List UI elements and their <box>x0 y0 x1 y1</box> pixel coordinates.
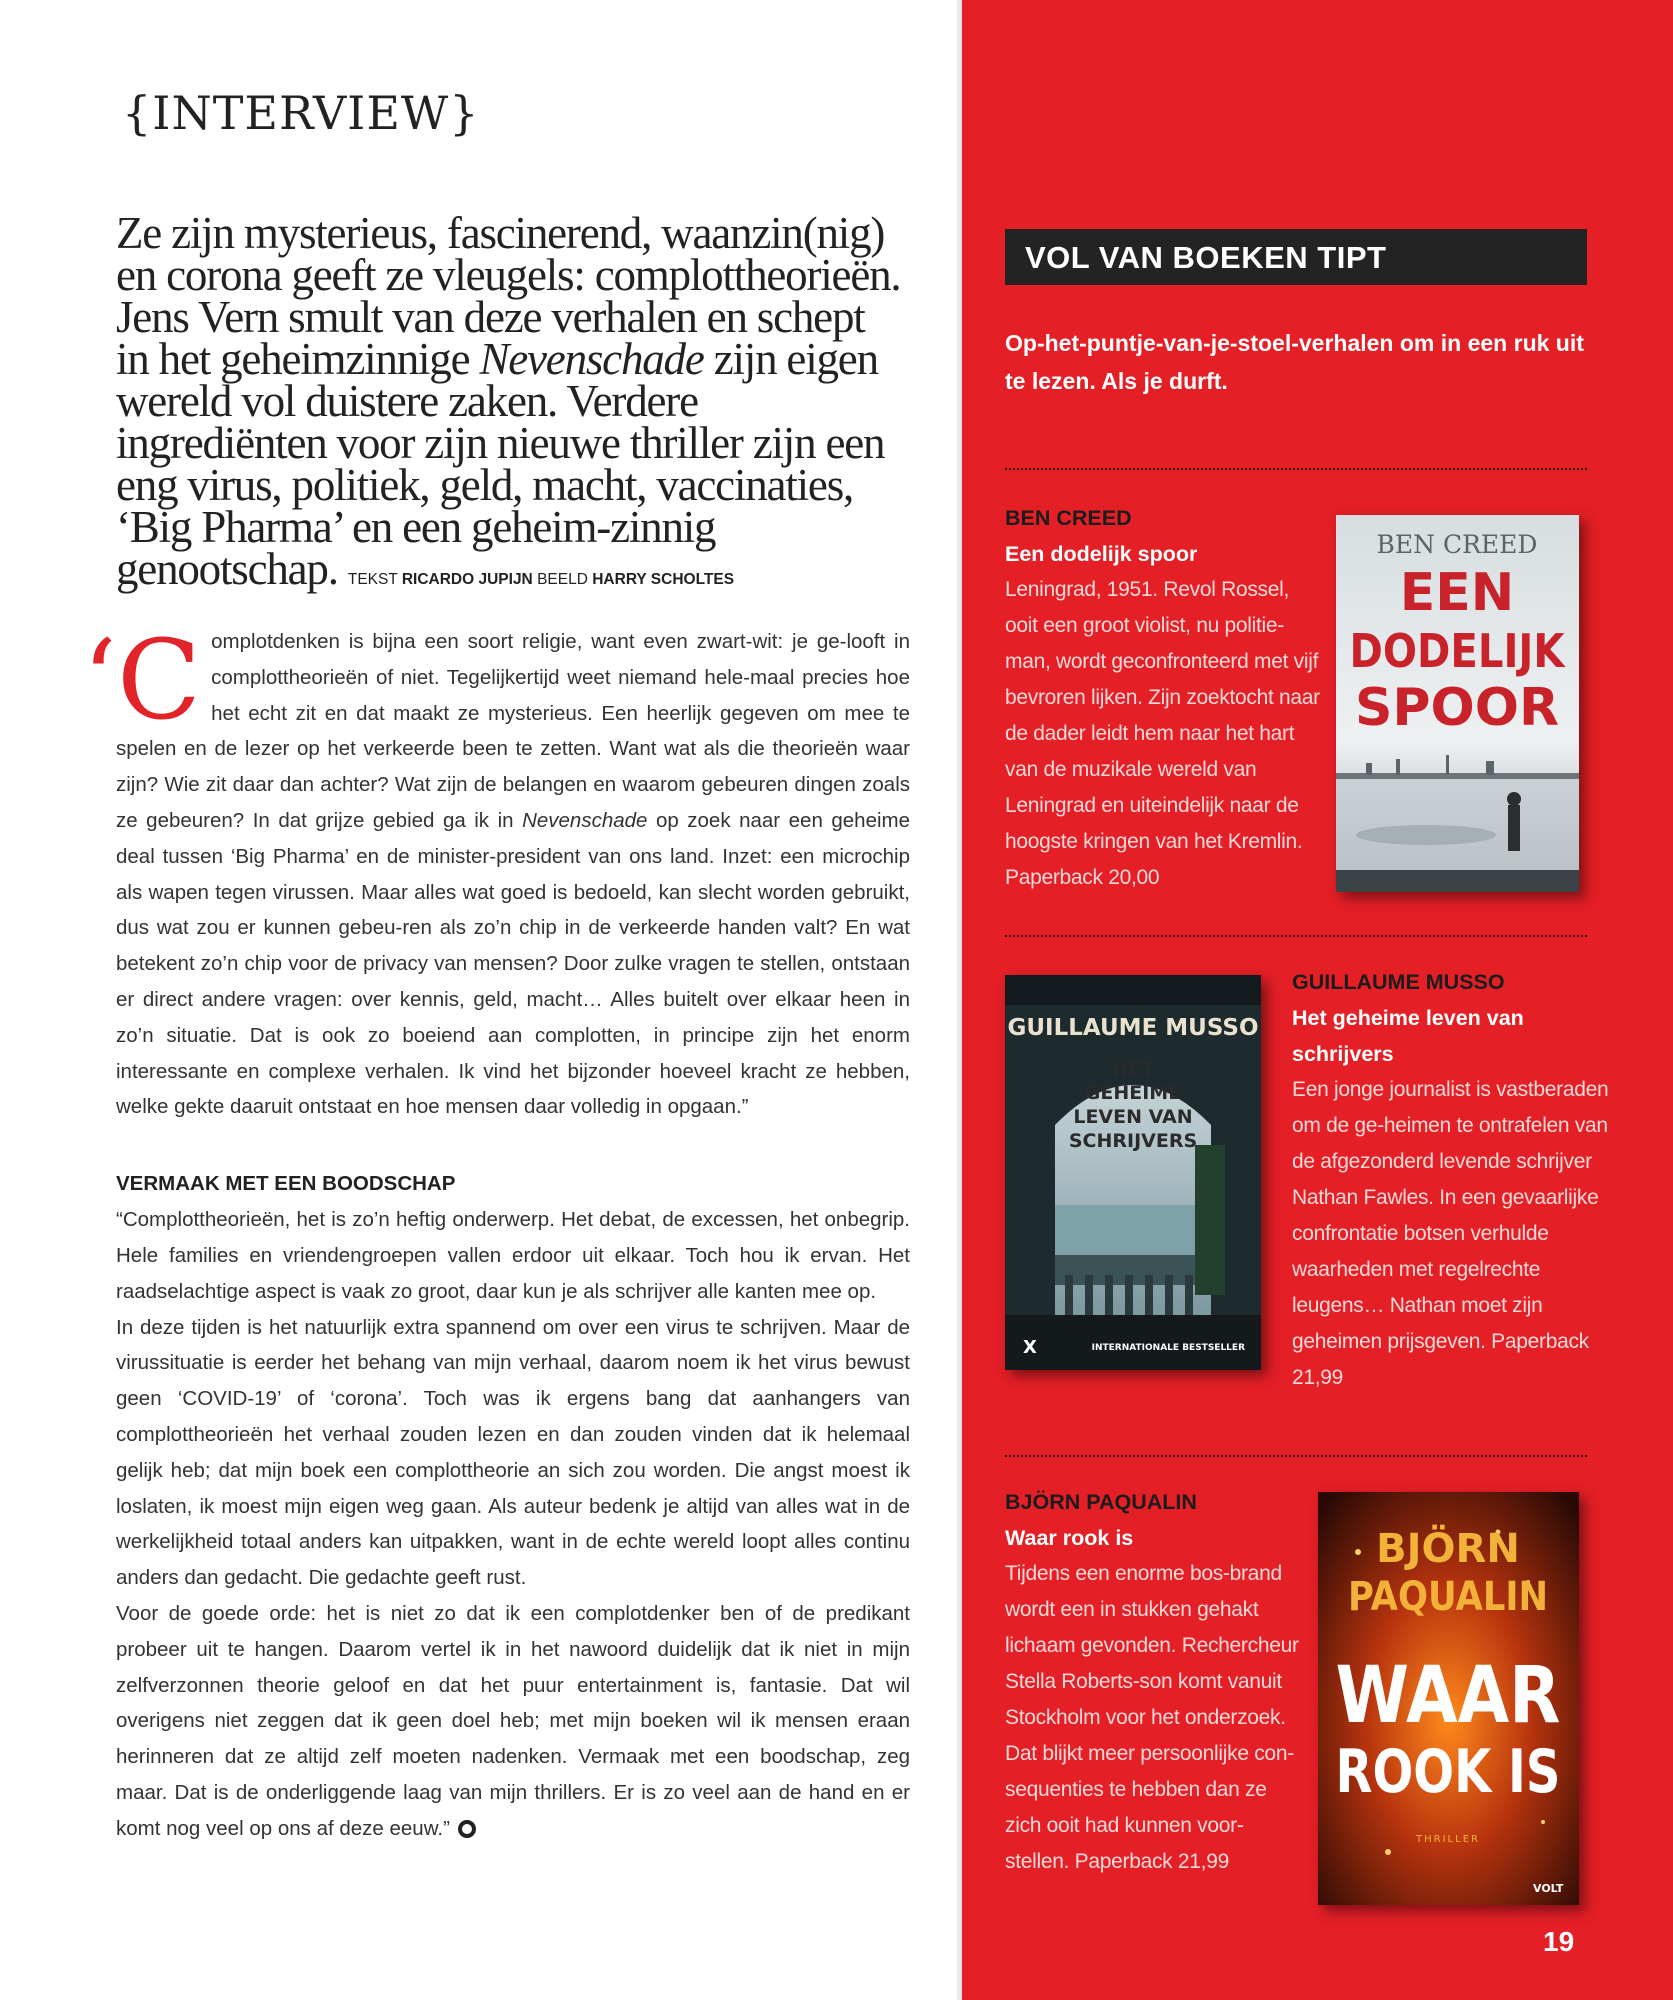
cover-art-bjorn-paqualin <box>1318 1492 1579 1905</box>
cover-art-guillaume-musso <box>1005 975 1261 1370</box>
paragraph-4 <box>116 1596 910 1847</box>
paragraph-1 <box>82 616 911 1125</box>
cover-author-2: PAQUALIN <box>1348 1574 1548 1620</box>
book-author: BEN CREED <box>1005 506 1132 530</box>
book-title: Een dodelijk spoor <box>1005 542 1198 566</box>
publisher-logo: X <box>1023 1337 1037 1358</box>
intro-text-1: Ze zijn mysterieus, fascinerend, waanzin(nig) en corona geeft ze vleugels: complottheorieën. Jens Vern smult van deze verhalen en schept in het geheimzinnige <box>116 208 901 384</box>
book-author: BJÖRN PAQUALIN <box>1005 1490 1197 1514</box>
p1-start: omplotdenken is bijna een soort religie, want even zwart-wit: je ge-looft in complottheorieën of niet. Tegelijkertijd weet niemand hele-maal precies hoe het echt zit en dat maakt ze mysterieus. Een heerlijk gegeven om mee te spelen en de lezer op het verkeerde been te zetten. Want wat als die theorieën waar zijn? Wie zit daar dan achter? Wat zijn de belangen en waarom gebeuren dingen zoals ze gebeuren? In dat grijze gebied ga ik in <box>116 630 910 832</box>
book-author: GUILLAUME MUSSO <box>1292 970 1505 994</box>
cover-title-1: EEN <box>1399 563 1515 623</box>
cover-title-2: DODELIJK <box>1349 624 1567 678</box>
sidebar-header: VOL VAN BOEKEN TIPT <box>1005 229 1587 285</box>
cover-author: BEN CREED <box>1376 530 1538 559</box>
cover-title-3: SPOOR <box>1354 678 1560 738</box>
cover-footer: THRILLER <box>1416 1834 1480 1845</box>
drop-cap: ‘C <box>82 616 202 744</box>
book-description: Leningrad, 1951. Revol Rossel, ooit een groot violist, nu politie-man, wordt geconfronteerd met vijf bevroren lijken. Zijn zoektocht naar de dader leidt hem naar het hart van de muzikale wereld van Leningrad en uiteindelijk naar de hoogste kringen van het Kremlin. Paperback 20,00 <box>1005 578 1320 889</box>
book-cover-1 <box>1336 515 1579 892</box>
intro-text-2: zijn eigen wereld vol duistere zaken. Verdere ingrediënten voor zijn nieuwe thriller zijn een eng virus, politiek, geld, macht, vaccinaties, ‘Big Pharma’ en een geheim-zinnig genootschap. <box>116 334 885 594</box>
book-description: Een jonge journalist is vastberaden om de ge-heimen te ontrafelen van de afgezonderd levende schrijver Nathan Fawles. In een gevaarlijke confrontatie botsen verhulde waarheden met regelrechte leugens… Nathan moet zijn geheimen prijsgeven. Paperback 21,99 <box>1292 1078 1609 1389</box>
cover-title-3: LEVEN VAN <box>1073 1106 1193 1128</box>
p1-book-title: Nevenschade <box>522 808 648 832</box>
p4-text: Voor de goede orde: het is niet zo dat ik een complotdenker ben of de predikant probeer uit te hangen. Daarom vertel ik in het nawoord duidelijk dat ik niet in mijn zelfverzonnen theorie geloof en dat het puur entertainment is, fantasie. Dat wil overigens niet zeggen dat ik geen doel heb; met mijn boeken wil ik mensen eraan herinneren dat ze altijd zelf moeten nadenken. Vermaak met een boodschap, zeg maar. Dat is de onderliggende laag van mijn thrillers. Er is zo veel aan de hand en er komt nog veel op ons af deze eeuw.” <box>116 1601 910 1840</box>
publisher-logo: VOLT <box>1533 1882 1564 1895</box>
book-cover-2 <box>1005 975 1261 1370</box>
cover-author-1: BJÖRN <box>1376 1526 1520 1572</box>
page-number: 19 <box>1543 1926 1575 1957</box>
credit-image-name: HARRY SCHOLTES <box>592 571 735 588</box>
book-title: Het geheime leven van schrijvers <box>1292 1006 1524 1066</box>
byline <box>348 571 734 588</box>
intro-book-title: Nevenschade <box>479 334 704 384</box>
book-item-3 <box>1005 1484 1305 1880</box>
sidebar-intro: Op-het-puntje-van-je-stoel-verhalen om in een ruk uit te lezen. Als je durft. <box>1005 330 1584 394</box>
book-description: Tijdens een enorme bos-brand wordt een in stukken gehakt lichaam gevonden. Rechercheur Stella Roberts-son komt vanuit Stockholm voor het onderzoek. Dat blijkt meer persoonlijke con-sequenties te hebben dan ze zich ooit had kunnen voor-stellen. Paperback 21,99 <box>1005 1562 1299 1873</box>
article-intro <box>116 208 906 601</box>
tips-sidebar <box>962 0 1673 2000</box>
article-body <box>82 616 911 1847</box>
paragraph-2: “Complottheorieën, het is zo’n heftig onderwerp. Het debat, de excessen, het onbegrip. Hele families en vriendengroepen vallen erdoor uit elkaar. Toch hou ik ervan. Het raadselachtige aspect is vaak zo groot, daar kun je als schrijver alle kanten mee op. <box>116 1208 910 1303</box>
end-mark-icon <box>458 1820 476 1838</box>
credit-text-name: RICARDO JUPIJN <box>401 571 533 588</box>
cover-title-4: SCHRIJVERS <box>1068 1130 1198 1152</box>
book-item-2 <box>1292 964 1612 1396</box>
divider <box>1005 468 1587 470</box>
cover-title-2: ROOK IS <box>1335 1737 1561 1807</box>
cover-title-1: WAAR <box>1335 1651 1561 1741</box>
book-cover-3 <box>1318 1492 1579 1905</box>
cover-art-ben-creed <box>1336 515 1579 892</box>
subheading: VERMAAK MET EEN BOODSCHAP <box>116 1172 456 1196</box>
credit-text-label: TEKST <box>347 571 398 588</box>
credit-image-label: BEELD <box>537 571 588 588</box>
cover-author: GUILLAUME MUSSO <box>1007 1015 1259 1041</box>
cover-title-2: GEHEIME <box>1084 1082 1182 1104</box>
cover-title-1: HET <box>1112 1058 1154 1080</box>
p1-end: op zoek naar een geheime deal tussen ‘Big Pharma’ en de minister-president van ons land. Inzet: een microchip als wapen tegen virussen. Maar alles wat goed is bedoeld, kan slecht worden gebruikt, dus wat zou er kunnen gebeu-ren als zo’n chip in de verkeerde handen valt? En wat betekent zo’n chip voor de privacy van mensen? Door zulke vragen te stellen, ontstaan er direct andere vragen: over kennis, geld, macht… Alles buitelt over elkaar heen in zo’n situatie. Dat is ook zo boeiend aan complotten, in principe zijn het enorm interessante en complexe verhalen. Ik vind het bijzonder hoeveel kracht ze hebben, welke gekte daaruit ontstaat en hoe mensen daar volledig in opgaan.” <box>116 808 911 1119</box>
divider <box>1005 1455 1587 1457</box>
book-item-1 <box>1005 500 1325 896</box>
paragraph-3: In deze tijden is het natuurlijk extra spannend om over een virus te schrijven. Maar de virussituatie is eerder het behang van mijn verhaal, daarom noem ik het virus bewust geen ‘COVID-19’ of ‘corona’. Toch was ik ergens bang dat aanhangers van complottheorieën het verhaal zouden lezen en dan zouden vinden dat ik helemaal gelijk heb; dat mijn boek een complottheorie an sich zou worden. Die angst moest ik loslaten, ik moest mijn eigen weg gaan. Als auteur bedenk je altijd van alles wat in de werkelijkheid totaal anders kan uitpakken, want in de echte wereld loopt alles continu anders dan gedacht. Die gedachte geeft rust. <box>116 1315 910 1590</box>
divider <box>1005 935 1587 937</box>
book-title: Waar rook is <box>1005 1526 1134 1550</box>
section-label: {INTERVIEW} <box>122 86 480 140</box>
cover-footer: INTERNATIONALE BESTSELLER <box>1091 1343 1245 1353</box>
